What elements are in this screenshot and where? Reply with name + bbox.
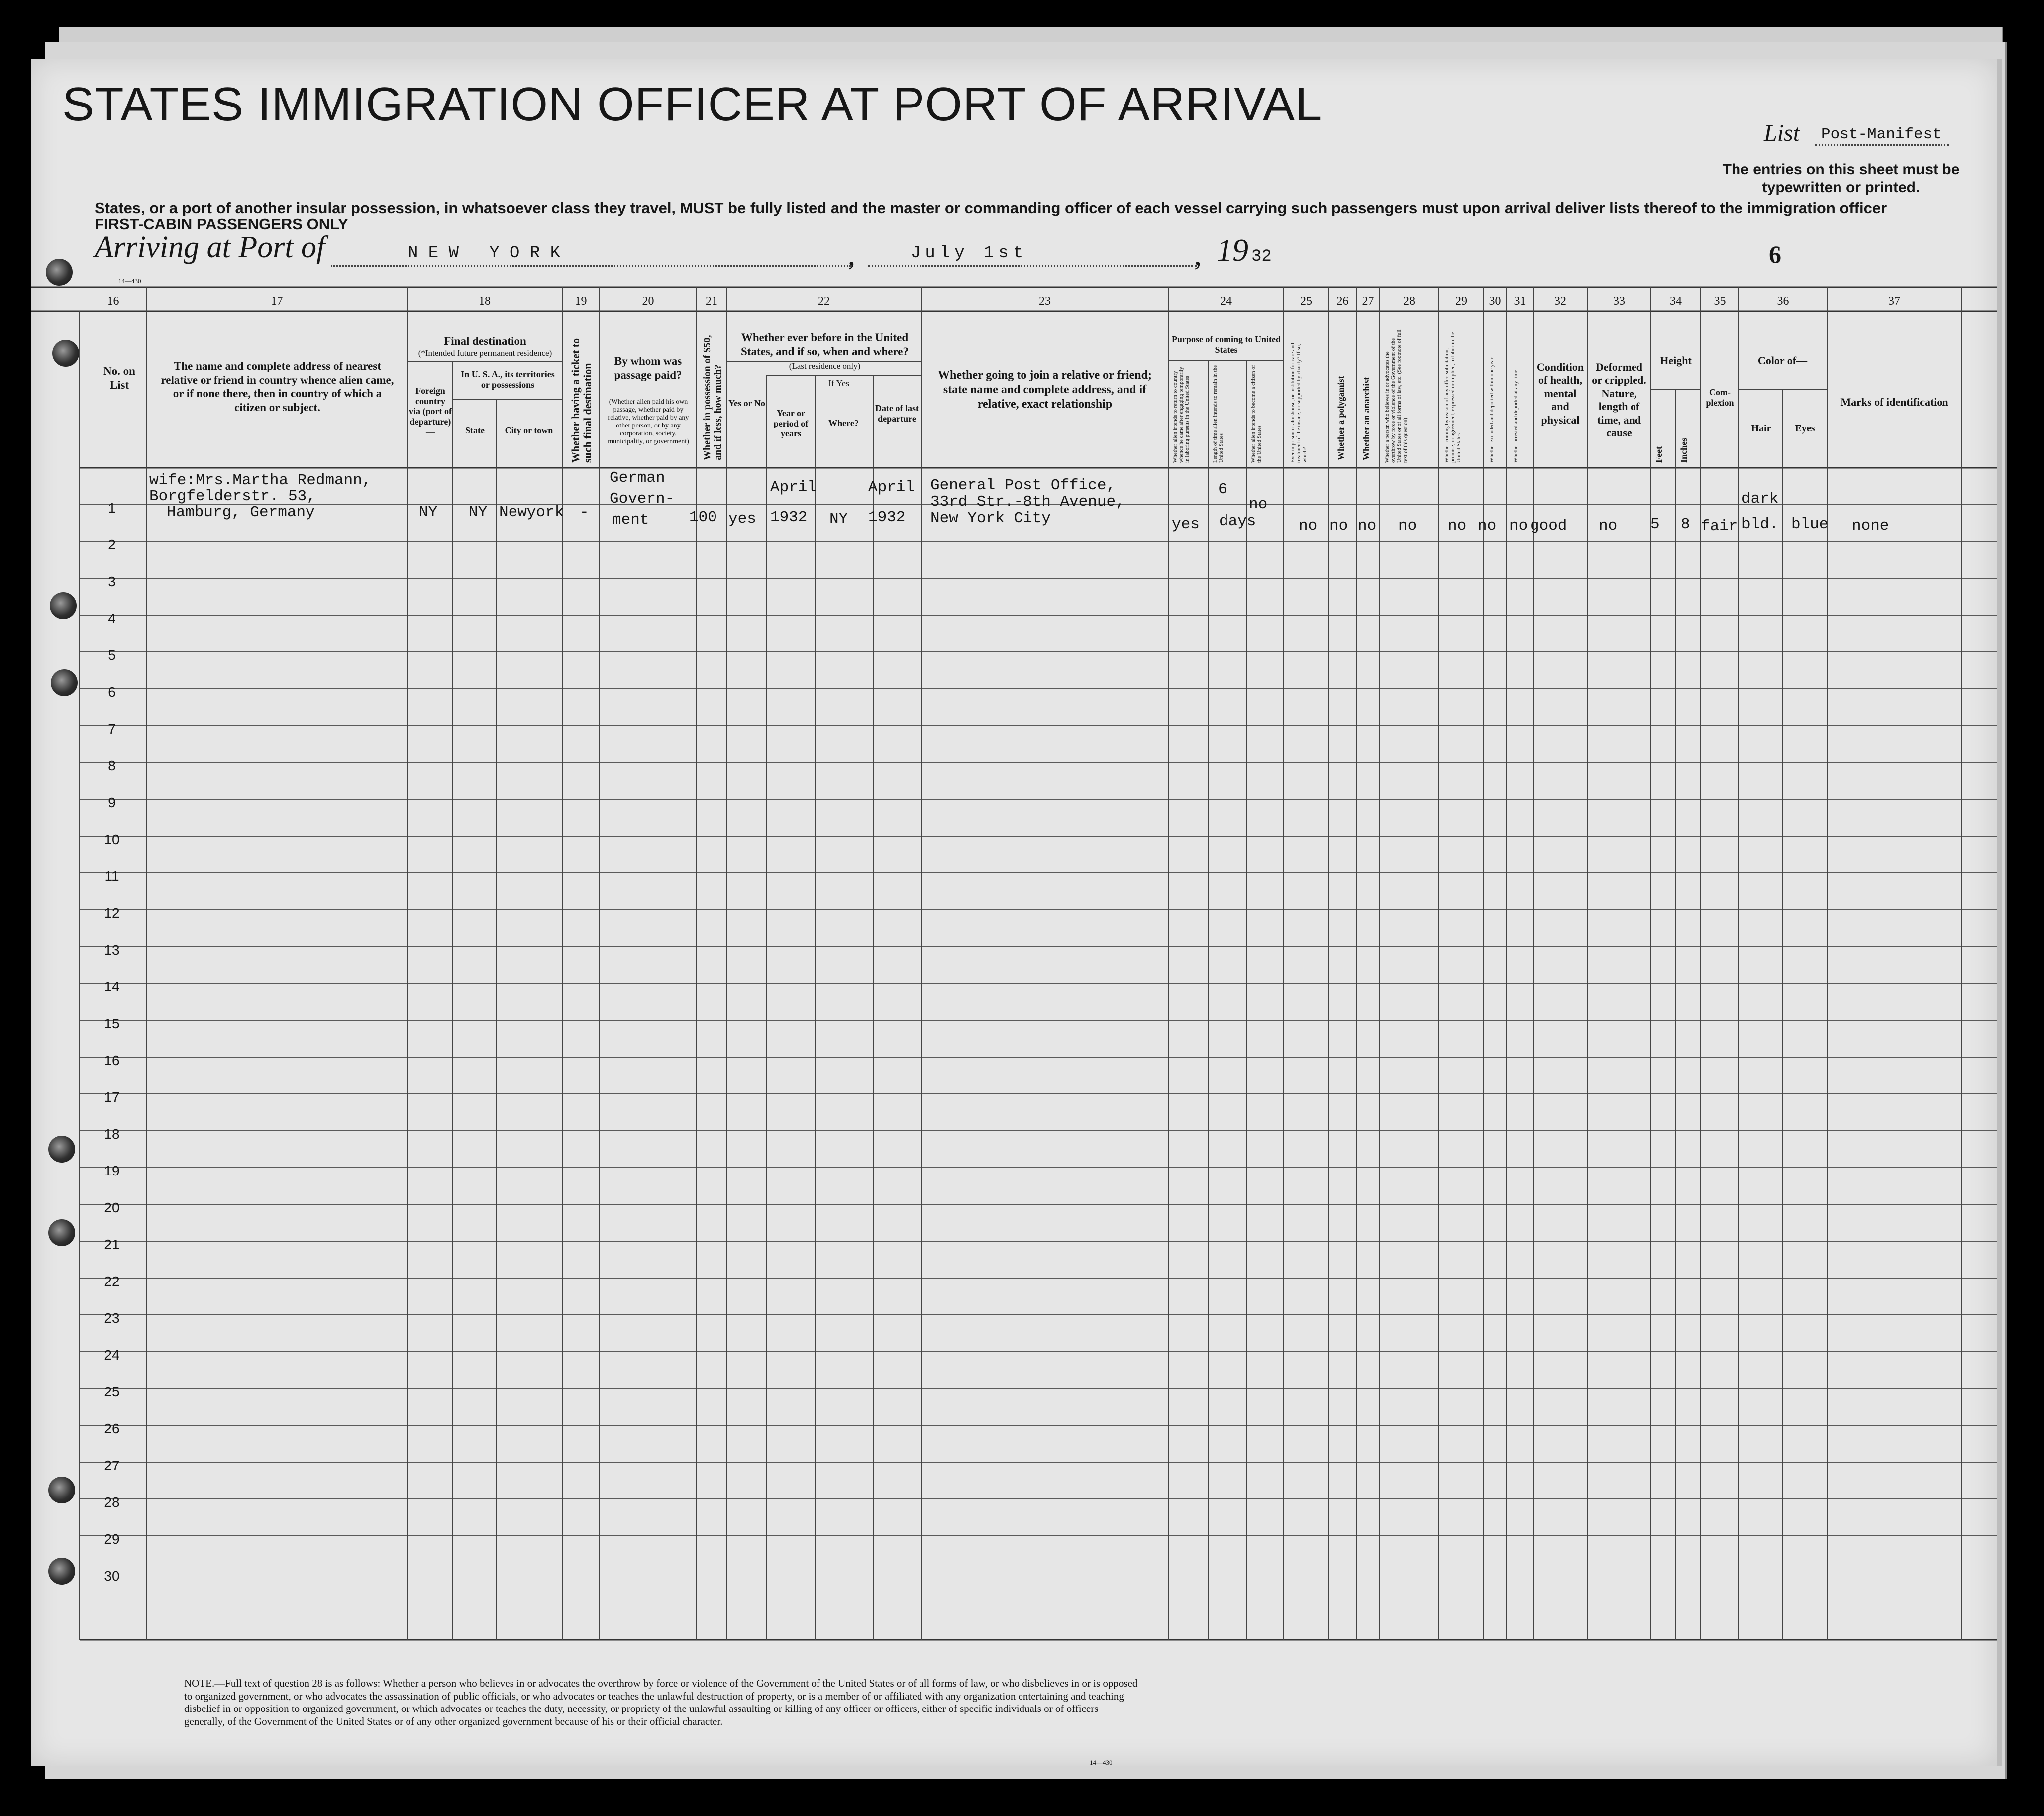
header-overthrow: Whether a person who believes in or advocates the overthrow by force or violence of the Government of the United States or of all forms of law, etc. (See footnote of full text of this question) <box>1384 329 1409 463</box>
feet-value: 5 <box>1650 516 1660 533</box>
row-number: 15 <box>104 1016 120 1031</box>
colnum-23: 23 <box>1039 295 1051 308</box>
departure-line-1: April <box>868 479 915 496</box>
citizen-value: no <box>1249 496 1268 513</box>
row-number: 24 <box>104 1347 120 1363</box>
header-arrested: Whether arrested and deported at any time <box>1513 370 1519 463</box>
header-prison: Ever in prison or almshouse, or institution for care and treatment of the insane, or supported by charity? If so, which? <box>1290 343 1308 463</box>
colnum-34: 34 <box>1670 295 1682 308</box>
header-money: Whether in possession of $50, and if less, how much? <box>702 335 723 460</box>
row-number: 8 <box>108 758 116 773</box>
year-prefix: 19 <box>1217 232 1248 268</box>
row-number: 9 <box>108 795 116 810</box>
row-number: 13 <box>104 942 120 958</box>
list-type: Post-Manifest <box>1821 126 1942 143</box>
header-date-departure: Date of last departure <box>875 403 919 424</box>
header-yes-no: Yes or No <box>728 398 765 408</box>
date-value: July 1st <box>911 244 1028 263</box>
ticket-value: - <box>580 504 589 521</box>
typewriter-instruction: The entries on this sheet must be typewritten or printed. <box>1722 161 1960 196</box>
colnum-37: 37 <box>1888 295 1900 308</box>
before-yes-no-value: yes <box>728 510 756 528</box>
overthrow-value: no <box>1398 517 1417 534</box>
row-number: 17 <box>104 1089 120 1105</box>
money-value: 100 <box>689 509 717 526</box>
row-number: 26 <box>104 1421 120 1436</box>
colnum-16: 16 <box>107 295 119 308</box>
row-number: 18 <box>104 1126 120 1142</box>
return-country-value: yes <box>1172 516 1200 533</box>
port-value: N E W Y O R K <box>408 244 561 263</box>
polygamist-value: no <box>1329 517 1348 534</box>
row-number: 10 <box>104 832 120 847</box>
header-height: Height <box>1660 354 1692 367</box>
relative-line-3: Hamburg, Germany <box>167 504 315 521</box>
join-line-1: General Post Office, <box>930 477 1116 494</box>
colnum-32: 32 <box>1554 295 1566 308</box>
header-ticket: Whether having a ticket to such final destination <box>569 338 594 463</box>
header-feet: Feet <box>1654 446 1664 463</box>
join-line-3: New York City <box>930 510 1051 527</box>
colnum-20: 20 <box>642 295 654 308</box>
row-number: 19 <box>104 1163 120 1178</box>
footer-code: 14—430 <box>1090 1759 1113 1766</box>
city-value: Newyork <box>499 504 564 521</box>
header-year: Year or period of years <box>773 408 809 439</box>
header-state: State <box>465 426 485 435</box>
row-number: 23 <box>104 1310 120 1326</box>
header-city: City or town <box>505 426 553 435</box>
header-become-citizen: Whether alien intends to become a citizen of the United States <box>1250 365 1263 463</box>
paid-line-3: ment <box>612 511 649 529</box>
comma: , <box>1194 238 1202 271</box>
header-eyes: Eyes <box>1795 423 1815 434</box>
row-number: 21 <box>104 1237 120 1252</box>
excluded-value: no <box>1478 517 1497 534</box>
colnum-29: 29 <box>1455 295 1467 308</box>
row-number: 12 <box>104 905 120 921</box>
header-length-stay: Length of time alien intends to remain in the United States <box>1212 365 1225 463</box>
header-final-destination-note: (*Intended future permanent residence) <box>418 348 552 358</box>
eyes-value: blue <box>1791 516 1829 533</box>
sheet-number: 6 <box>1769 240 1781 268</box>
colnum-30: 30 <box>1489 295 1501 308</box>
comma: , <box>848 238 855 271</box>
colnum-25: 25 <box>1300 295 1312 308</box>
header-before-us: Whether ever before in the United States, and if so, when and where? <box>741 331 909 358</box>
arrested-value: no <box>1509 517 1528 534</box>
form-title: STATES IMMIGRATION OFFICER AT PORT OF ARRIVAL <box>62 78 1323 131</box>
header-excluded: Whether excluded and deported within one year <box>1489 357 1495 463</box>
length-line-2: days <box>1219 513 1256 530</box>
row-number: 2 <box>108 537 116 552</box>
departure-line-2: 1932 <box>868 509 906 526</box>
header-usa: In U. S. A., its territories or possessions <box>461 369 555 390</box>
health-value: good <box>1530 517 1567 534</box>
join-line-2: 33rd Str.-8th Avenue, <box>930 493 1125 511</box>
row-number: 6 <box>108 684 116 700</box>
header-passage-note: (Whether alien paid his own passage, whether paid by relative, whether paid by any other person, or by any corporation, society, municipality, or government) <box>608 398 689 446</box>
colnum-21: 21 <box>706 295 717 308</box>
inches-value: 8 <box>1681 516 1690 533</box>
header-health: Condition of health, mental and physical <box>1536 361 1584 426</box>
row-number: 16 <box>104 1053 120 1068</box>
relative-line-2: Borgfelderstr. 53, <box>149 488 316 505</box>
header-inches: Inches <box>1679 437 1689 463</box>
class-line: FIRST-CABIN PASSENGERS ONLY <box>95 215 348 233</box>
list-label: List <box>1764 120 1800 146</box>
labor-offer-value: no <box>1448 517 1467 534</box>
paid-line-1: German <box>610 469 665 487</box>
year-suffix: 32 <box>1251 247 1272 266</box>
row-number: 1 <box>108 500 116 516</box>
row-number: 25 <box>104 1384 120 1399</box>
colnum-33: 33 <box>1613 295 1625 308</box>
header-complexion: Com- plexion <box>1706 387 1734 408</box>
colnum-28: 28 <box>1403 295 1415 308</box>
header-final-destination: Final destination <box>444 335 526 347</box>
colnum-36: 36 <box>1777 295 1789 308</box>
form-code: 14—430 <box>118 277 141 285</box>
row-number: 5 <box>108 647 116 663</box>
row-number: 11 <box>104 868 119 884</box>
header-if-yes: If Yes— <box>828 378 858 388</box>
year-line-1: April <box>770 479 817 496</box>
footnote: NOTE.—Full text of question 28 is as follows: Whether a person who believes in or advocates the overthrow by force or violence of the Government of the United States or of all forms of law, or who disbelieves in or is opposed to organized government, or who advocates the assassination of public officials, or who advocates or teaches the unlawful destruction of property, or is a member of or affiliated with any organization entertaining and teaching disbelief in or opposition to organized government, or which advocates or teaches the duty, necessity, or propriety of the unlawful assaulting or killing of any officer or officers, either of specific individuals or of officers generally, of the Government of the United States or of any other organized government because of his or their official character. <box>184 1677 1138 1727</box>
colnum-17: 17 <box>271 295 283 308</box>
header-marks: Marks of identification <box>1840 396 1948 408</box>
year-line-2: 1932 <box>770 509 808 526</box>
header-hair: Hair <box>1751 423 1771 434</box>
arriving-label: Arriving at Port of <box>95 230 325 264</box>
row-number: 30 <box>104 1568 120 1584</box>
row-number: 27 <box>104 1458 120 1473</box>
header-passage-paid: By whom was passage paid? <box>614 355 682 381</box>
state-value: NY <box>469 504 488 521</box>
row-number: 7 <box>108 721 116 737</box>
row-number: 29 <box>104 1531 120 1547</box>
row-number: 20 <box>104 1200 120 1215</box>
row-number: 22 <box>104 1274 120 1289</box>
header-color-of: Color of— <box>1757 354 1808 367</box>
colnum-31: 31 <box>1514 295 1526 308</box>
colnum-22: 22 <box>818 295 830 308</box>
header-anarchist: Whether an anarchist <box>1361 377 1371 460</box>
where-value: NY <box>829 510 848 528</box>
header-join: Whether going to join a relative or friend; state name and complete address, and if relative, exact relationship <box>938 369 1152 411</box>
prison-value: no <box>1299 517 1318 534</box>
length-line-1: 6 <box>1218 481 1227 498</box>
header-before-us-note: (Last residence only) <box>789 361 861 371</box>
foreign-country-value: NY <box>419 504 438 521</box>
row-number: 14 <box>104 979 120 994</box>
colnum-26: 26 <box>1336 295 1349 308</box>
colnum-24: 24 <box>1220 295 1232 308</box>
colnum-27: 27 <box>1362 295 1374 308</box>
header-no-on-list: No. on List <box>103 365 135 391</box>
marks-value: none <box>1852 517 1889 534</box>
paid-line-2: Govern- <box>610 490 675 508</box>
anarchist-value: no <box>1358 517 1377 534</box>
colnum-19: 19 <box>575 295 587 308</box>
hair-line-2: bld. <box>1741 516 1779 533</box>
intro-line: States, or a port of another insular possession, in whatsoever class they travel, MUST be fully listed and the master or commanding officer of each vessel carrying such passengers must upon arrival deliver lists thereof to the immigration officer <box>95 199 1887 216</box>
colnum-18: 18 <box>479 295 491 308</box>
hair-line-1: dark <box>1741 490 1779 508</box>
row-number: 28 <box>104 1495 120 1510</box>
header-polygamist: Whether a polygamist <box>1336 376 1346 460</box>
colnum-35: 35 <box>1714 295 1726 308</box>
header-relative: The name and complete address of nearest relative or friend in country whence alien came, or if none there, then in country of which a citizen or subject. <box>161 360 394 414</box>
header-labor-offer: Whether coming by reason of any offer, solicitation, promise, or agreement, expressed or implied, to labor in the United States <box>1444 332 1462 463</box>
complexion-value: fair <box>1701 518 1738 535</box>
deformed-value: no <box>1599 517 1618 534</box>
relative-line-1: wife:Mrs.Martha Redmann, <box>149 472 372 489</box>
header-return-country: Whether alien intends to return to country whence he came after engaging temporarily in laboring pursuits in the United States <box>1172 367 1191 463</box>
row-number: 3 <box>108 574 116 589</box>
header-purpose: Purpose of coming to United States <box>1172 334 1281 355</box>
row-number: 4 <box>108 611 116 626</box>
header-foreign-country: Foreign country via (port of departure)— <box>409 386 452 437</box>
header-where: Where? <box>828 418 859 428</box>
header-deformed: Deformed or crippled. Nature, length of time, and cause <box>1592 361 1646 439</box>
